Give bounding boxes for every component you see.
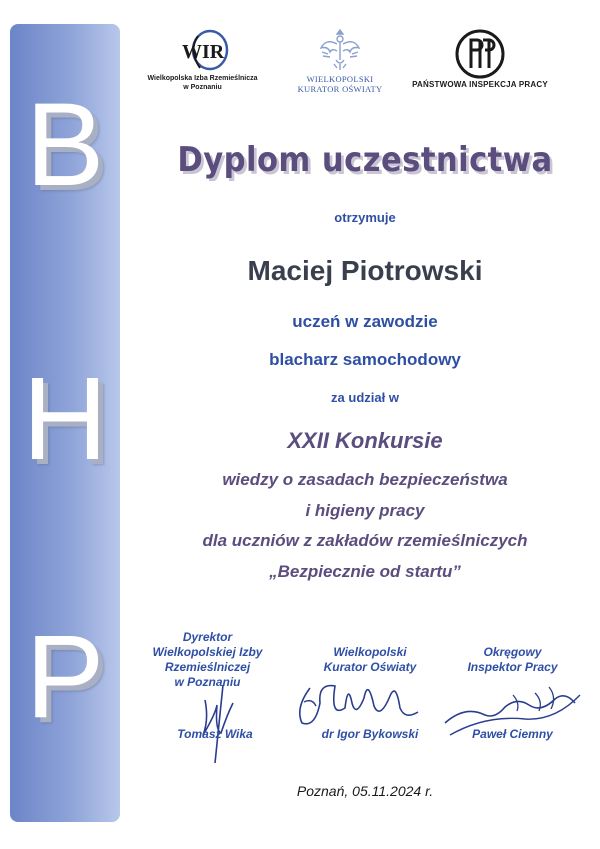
contest-line: i higieny pracy xyxy=(305,501,425,520)
signature-inspector xyxy=(425,675,585,755)
bhp-banner xyxy=(10,24,120,822)
eagle-emblem-icon xyxy=(318,24,362,74)
contest-line: dla uczniów z zakładów rzemieślniczych xyxy=(202,531,528,550)
wir-mark: WIR xyxy=(181,41,224,63)
receives-label: otrzymuje xyxy=(334,210,396,225)
signatory-role-inspector xyxy=(445,645,580,675)
banner-letter-h: H xyxy=(22,353,108,485)
wir-caption-2: w Poznaniu xyxy=(183,84,222,91)
wir-logo xyxy=(140,28,265,92)
role-line: w Poznaniu xyxy=(174,675,241,689)
pip-caption: PAŃSTWOWA INSPEKCJA PRACY xyxy=(412,80,548,89)
contest-name: „Bezpiecznie od startu” xyxy=(269,562,461,581)
signatory-name-inspector: Paweł Ciemny xyxy=(472,727,553,741)
kurator-caption-2: KURATOR OŚWIATY xyxy=(297,84,383,94)
place-and-date: Poznań, 05.11.2024 r. xyxy=(296,783,434,799)
role-line: Rzemieślniczej xyxy=(164,660,251,674)
banner-letter-b: B xyxy=(25,79,105,211)
kurator-logo xyxy=(285,24,395,94)
pip-emblem-icon xyxy=(454,28,506,80)
role-line: Dyrektor xyxy=(182,630,233,644)
role-line: Inspektor Pracy xyxy=(467,660,558,674)
contest-line: wiedzy o zasadach bezpieczeństwa xyxy=(222,470,508,489)
contest-title: XXII Konkursie xyxy=(287,428,443,453)
role-line: Kurator Oświaty xyxy=(323,660,417,674)
role-line: Wielkopolski xyxy=(333,645,407,659)
recipient-name: Maciej Piotrowski xyxy=(247,255,483,286)
pip-logo xyxy=(405,28,555,89)
kurator-caption-1: WIELKOPOLSKI xyxy=(306,74,374,84)
banner-letter-p: P xyxy=(25,611,105,743)
recipient-profession: blacharz samochodowy xyxy=(269,350,461,369)
role-line: Wielkopolskiej Izby xyxy=(152,645,263,659)
signatory-name-kurator: dr Igor Bykowski xyxy=(321,727,419,741)
wir-caption-1: Wielkopolska Izba Rzemieślnicza xyxy=(147,75,258,82)
signature-director xyxy=(185,675,255,765)
role-line: Okręgowy xyxy=(483,645,542,659)
participation-label: za udział w xyxy=(331,390,399,405)
wir-emblem-icon xyxy=(168,28,238,74)
signatory-name-director: Tomasz Wika xyxy=(177,727,253,741)
recipient-status: uczeń w zawodzie xyxy=(292,312,438,331)
diploma-title: Dyplom uczestnictwa xyxy=(177,140,553,180)
